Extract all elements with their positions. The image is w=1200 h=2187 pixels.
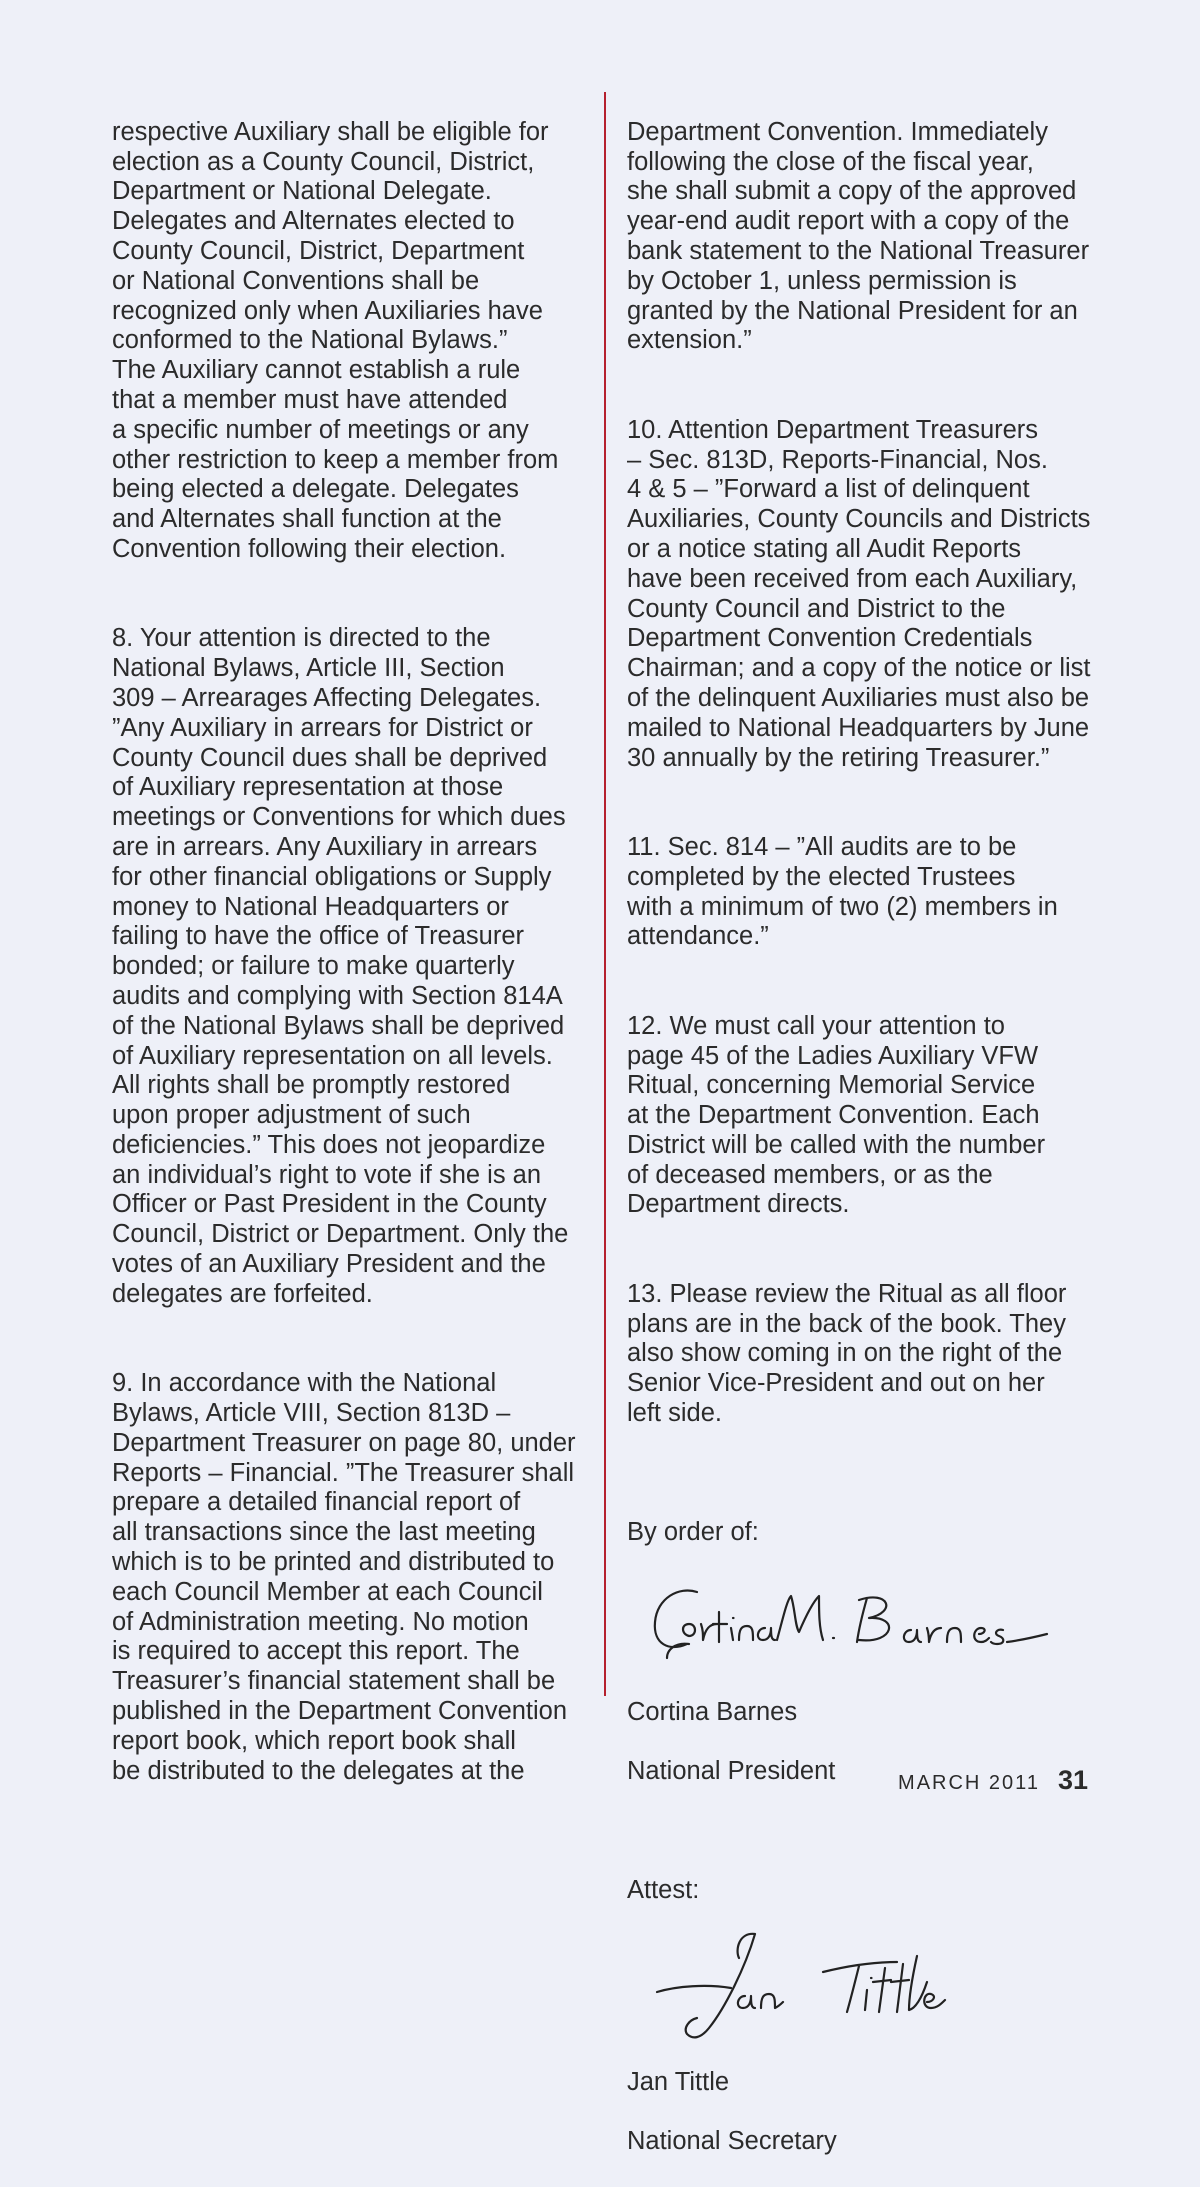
by-order-label: By order of:: [627, 1518, 759, 1547]
right-column: [627, 88, 1117, 2187]
secretary-name: Jan Tittle: [627, 2067, 730, 2096]
page-footer: [898, 1765, 1088, 1796]
paragraph-item-10: 10. Attention Department Treasurers – Sec. 813D, Reports-Financial, Nos. 4 & 5 – ”Forward a list of delinquent Auxiliaries, County Councils and Districts or a notice stating all Audit Reports have been received from each Auxiliary, County Council and District to the Department Convention Credentials Chairman; and a copy of the notice or list of the delinquent Auxiliaries must also be mailed to National Headquarters by June 30 annually by the retiring Treasurer.”: [627, 415, 1091, 772]
secretary-signature: [627, 1928, 1097, 2048]
paragraph-eligibility: respective Auxiliary shall be eligible for election as a County Council, District, Department or National Delegate. Delegates and Alternates elected to County Council, District, Department or National Conventions shall be recognized only when Auxiliaries have conformed to the National Bylaws.” The Auxiliary cannot establish a rule that a member must have attended a specific number of meetings or any other restriction to keep a member from being elected a delegate. Delegates and Alternates shall function at the Convention following their election.: [112, 117, 559, 563]
secretary-title: National Secretary: [627, 2127, 837, 2156]
page-number: 31: [1057, 1765, 1088, 1795]
president-title: National President: [627, 1757, 836, 1786]
issue-date: MARCH 2011: [898, 1772, 1040, 1794]
paragraph-item-11: 11. Sec. 814 – ”All audits are to be completed by the elected Trustees with a minimum of two (2) members in attendance.”: [627, 832, 1058, 951]
paragraph-item-8: 8. Your attention is directed to the National Bylaws, Article III, Section 309 – Arrearages Affecting Delegates. ”Any Auxiliary in arrears for District or County Council dues shall be deprived of Auxiliary representation at those meetings or Conventions for which dues are in arrears. Any Auxiliary in arrears for other financial obligations or Supply money to National Headquarters or failing to have the office of Treasurer bonded; or failure to make quarterly audits and complying with Section 814A of the National Bylaws shall be deprived of Auxiliary representation on all levels. All rights shall be promptly restored upon proper adjustment of such deficiencies.” This does not jeopardize an individual’s right to vote if she is an Officer or Past President in the County Council, District or Department. Only the votes of an Auxiliary President and the delegates are forfeited.: [112, 624, 569, 1308]
president-signature: [627, 1578, 1097, 1668]
column-divider: [604, 92, 606, 1696]
paragraph-item-9-continued: Department Convention. Immediately following the close of the fiscal year, she shall submit a copy of the approved year-end audit report with a copy of the bank statement to the National Treasurer by October 1, unless permission is granted by the National President for an extension.”: [627, 117, 1090, 355]
paragraph-item-13: 13. Please review the Ritual as all floor plans are in the back of the book. They also show coming in on the right of the Senior Vice-President and out on her left side.: [627, 1279, 1067, 1428]
attest-label: Attest:: [627, 1876, 700, 1905]
paragraph-item-9: 9. In accordance with the National Bylaws, Article VIII, Section 813D – Department Treasurer on page 80, under Reports – Financial. ”The Treasurer shall prepare a detailed financial report of all transactions since the last meeting which is to be printed and distributed to each Council Member at each Council of Administration meeting. No motion is required to accept this report. The Treasurer’s financial statement shall be published in the Department Convention report book, which report book shall be distributed to the delegates at the: [112, 1369, 576, 1785]
paragraph-item-12: 12. We must call your attention to page 45 of the Ladies Auxiliary VFW Ritual, concerning Memorial Service at the Department Convention. Each District will be called with the number of deceased members, or as the Department directs.: [627, 1011, 1046, 1219]
president-name: Cortina Barnes: [627, 1697, 798, 1726]
left-column: [112, 88, 602, 1846]
